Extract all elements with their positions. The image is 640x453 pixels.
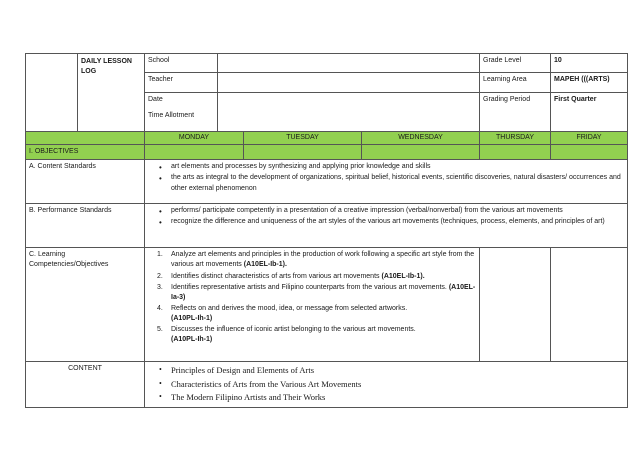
list-item <box>157 304 476 324</box>
competency-text: Identifies representative artists and Filipino counterparts from the various art movements. <box>171 283 447 291</box>
list-number: 1. <box>157 251 163 259</box>
competencies-thursday <box>480 248 551 362</box>
days-row <box>26 132 628 145</box>
competency-code: (A10PL-Ih-1) <box>171 336 213 344</box>
content-standards-list <box>155 162 624 193</box>
objectives-monday <box>145 145 244 160</box>
header-corner-bottom <box>26 93 78 132</box>
competencies-list <box>155 250 476 345</box>
competency-text: Discusses the influence of iconic artist belonging to the various art movements. <box>171 326 416 334</box>
competencies-friday <box>551 248 628 362</box>
objectives-label: I. OBJECTIVES <box>26 145 145 160</box>
list-item <box>157 272 476 282</box>
content-list <box>155 364 624 403</box>
performance-standards-cell <box>145 204 628 248</box>
content-standards-row <box>26 160 628 204</box>
school-label: School <box>145 54 218 73</box>
day-thursday: THURSDAY <box>480 132 551 145</box>
competencies-label-line1: C. Learning <box>29 251 66 259</box>
learning-area-value: MAPEH (((ARTS) <box>551 73 628 93</box>
teacher-field[interactable] <box>218 73 480 93</box>
content-standards-label: A. Content Standards <box>26 160 145 204</box>
list-number: 4. <box>157 304 163 312</box>
list-item: • the arts as integral to the development of organizations, spiritual belief, historical events, scientific discoveries, natural disasters/ occurrences and other external phenomenon <box>171 173 624 193</box>
dll-title-line2: LOG <box>81 68 97 76</box>
content-standards-cell <box>145 160 628 204</box>
day-tuesday: TUESDAY <box>244 132 362 145</box>
date-label: Date <box>148 96 163 103</box>
content-cell <box>145 362 628 408</box>
competency-text: Reflects on and derives the mood, idea, or message from selected artworks. <box>171 304 408 312</box>
competencies-label <box>26 248 145 362</box>
days-row-spacer <box>26 132 145 145</box>
content-row <box>26 362 628 408</box>
day-monday: MONDAY <box>145 132 244 145</box>
header-row-school <box>26 54 628 73</box>
objectives-thursday <box>480 145 551 160</box>
content-label: CONTENT <box>26 362 145 408</box>
list-item: • performs/ participate competently in a presentation of a creative impression (verbal/nonverbal) from the various art movements <box>171 206 624 216</box>
competencies-label-line2: Competencies/Objectives <box>29 261 109 269</box>
list-number: 3. <box>157 283 163 291</box>
list-item <box>157 325 476 345</box>
dll-title <box>78 54 145 132</box>
grade-level-value: 10 <box>551 54 628 73</box>
competency-text: Identifies distinct characteristics of arts from various art movements <box>171 272 380 280</box>
performance-standards-row <box>26 204 628 248</box>
school-field[interactable] <box>218 54 480 73</box>
lesson-log-table <box>25 53 628 408</box>
competency-text: Analyze art elements and principles in the production of work following a specific art style from the various art movements <box>171 251 475 269</box>
date-time-labels <box>145 93 218 132</box>
competencies-row <box>26 248 628 362</box>
list-item: • The Modern Filipino Artists and Their Works <box>171 391 624 403</box>
grading-period-value: First Quarter <box>551 93 628 132</box>
competency-code: (A10EL-Ib-1). <box>243 261 287 269</box>
list-number: 2. <box>157 272 163 280</box>
list-item <box>157 283 476 303</box>
dll-title-line1: DAILY LESSON <box>81 58 132 65</box>
header-corner <box>26 54 78 73</box>
list-number: 5. <box>157 326 163 334</box>
competency-code: (A10EL-Ib-1). <box>381 272 425 280</box>
performance-standards-list <box>155 206 624 227</box>
list-item: • Characteristics of Arts from the Various Art Movements <box>171 378 624 390</box>
list-item: • art elements and processes by synthesizing and applying prior knowledge and skills <box>171 162 624 172</box>
objectives-tuesday <box>244 145 362 160</box>
day-friday: FRIDAY <box>551 132 628 145</box>
header-corner-mid <box>26 73 78 93</box>
competencies-cell <box>145 248 480 362</box>
day-wednesday: WEDNESDAY <box>362 132 480 145</box>
list-item: • Principles of Design and Elements of Arts <box>171 364 624 376</box>
grade-level-label: Grade Level <box>480 54 551 73</box>
grading-period-label: Grading Period <box>480 93 551 132</box>
objectives-wednesday <box>362 145 480 160</box>
list-item <box>157 250 476 270</box>
objectives-row <box>26 145 628 160</box>
time-allotment-label: Time Allotment <box>148 112 195 120</box>
competency-code: (A10PL-Ih-1) <box>171 315 213 323</box>
objectives-friday <box>551 145 628 160</box>
list-item: • recognize the difference and uniqueness of the art styles of the various art movements (techniques, process, elements, and principles of art) <box>171 217 624 227</box>
learning-area-label: Learning Area <box>480 73 551 93</box>
performance-standards-label: B. Performance Standards <box>26 204 145 248</box>
competency-code: (A10EL-Ia-3) <box>171 283 476 301</box>
teacher-label: Teacher <box>145 73 218 93</box>
date-field[interactable] <box>218 93 480 132</box>
